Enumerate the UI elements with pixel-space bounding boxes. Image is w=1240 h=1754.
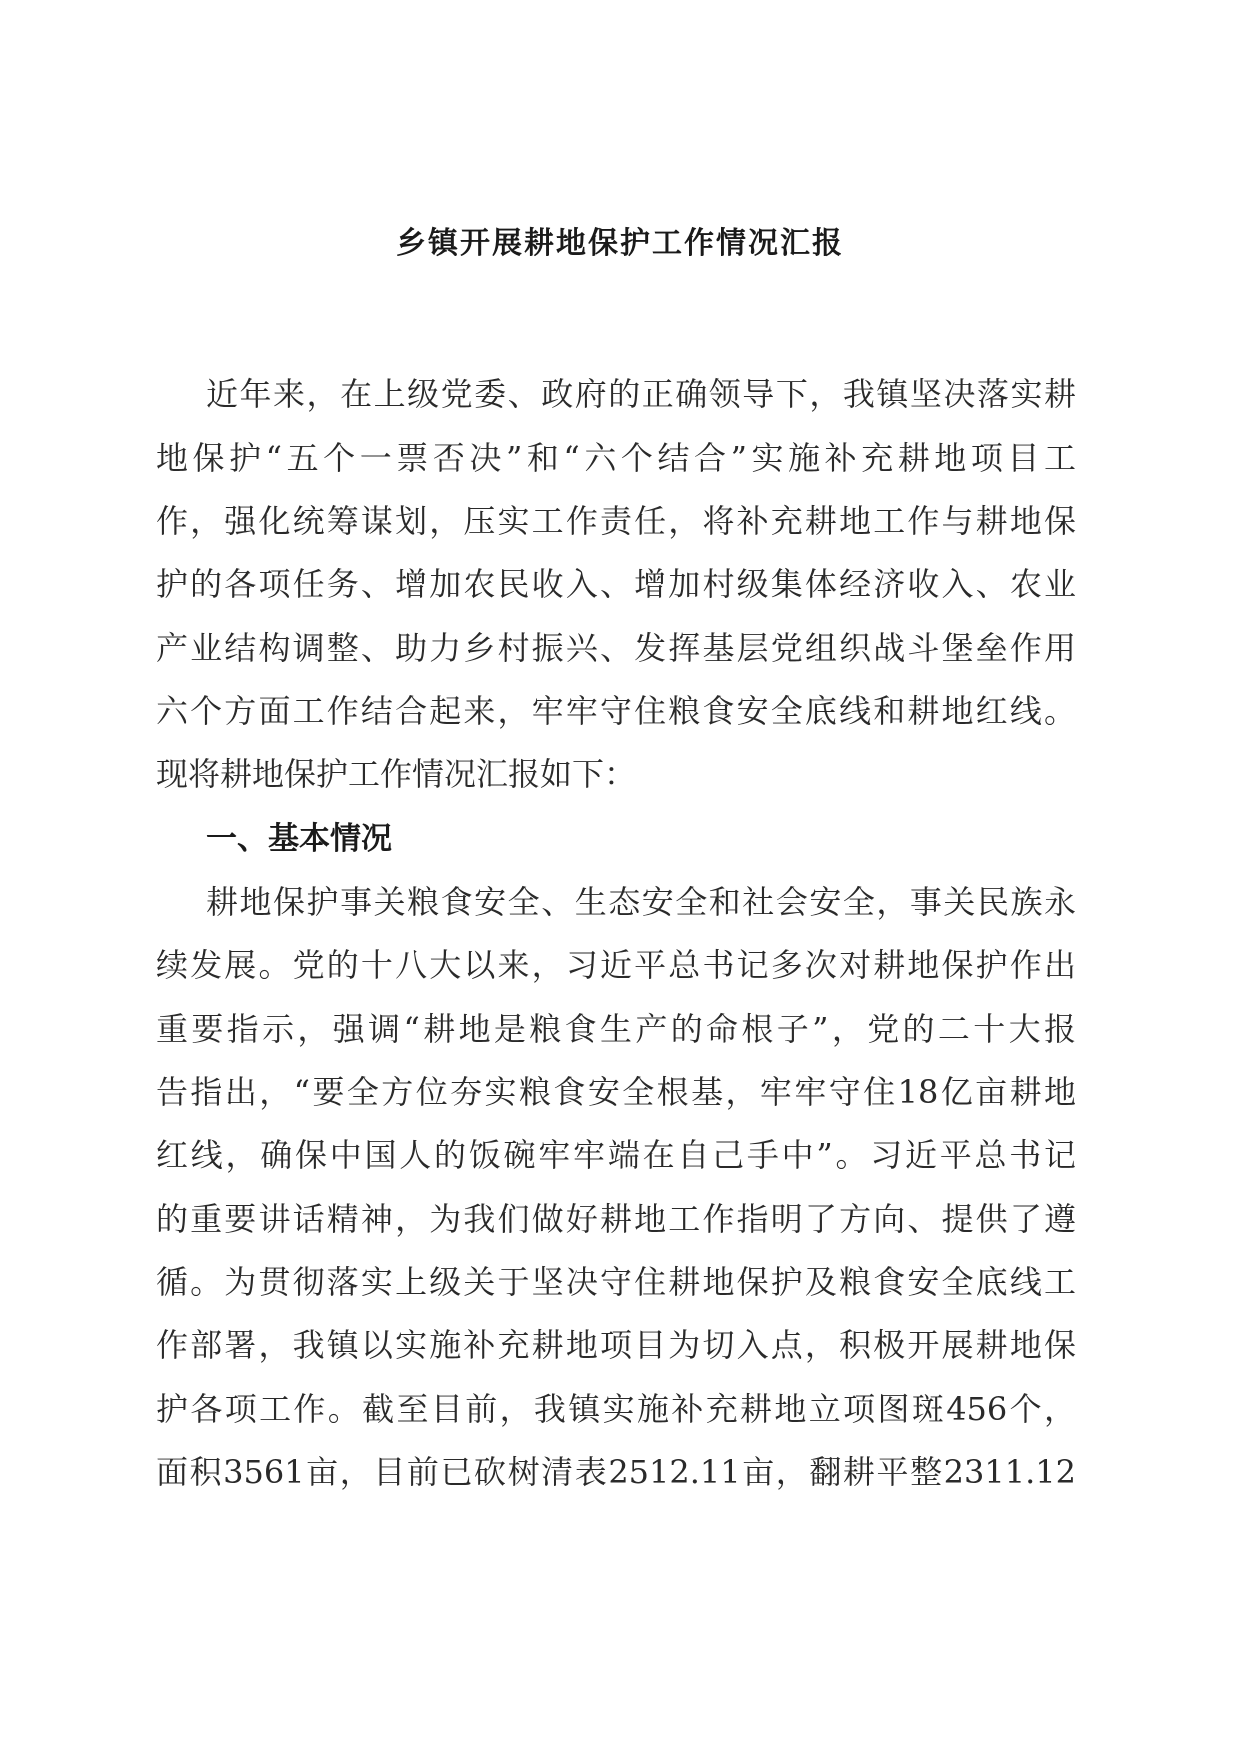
section1-line-7: 循。为贯彻落实上级关于坚决守住耕地保护及粮食安全底线工 [156,1263,1076,1301]
section1-line-5: 红线，确保中国人的饭碗牢牢端在自己手中”。习近平总书记 [156,1136,1076,1174]
document-title: 乡镇开展耕地保护工作情况汇报 [396,226,844,261]
section1-line-1: 耕地保护事关粮食安全、生态安全和社会安全，事关民族永 [206,883,1076,921]
intro-line-6: 六个方面工作结合起来，牢牢守住粮食安全底线和耕地红线。 [156,692,1076,730]
intro-line-1: 近年来，在上级党委、政府的正确领导下，我镇坚决落实耕 [206,375,1076,413]
section1-line-10: 面积3561亩，目前已砍树清表2512.11亩，翻耕平整2311.12 [156,1453,1076,1491]
section1-line-6: 的重要讲话精神，为我们做好耕地工作指明了方向、提供了遵 [156,1200,1076,1238]
intro-line-5: 产业结构调整、助力乡村振兴、发挥基层党组织战斗堡垒作用 [156,629,1076,667]
intro-line-4: 护的各项任务、增加农民收入、增加村级集体经济收入、农业 [156,565,1076,603]
section-heading-basic-situation: 一、基本情况 [206,821,392,857]
section1-line-8: 作部署，我镇以实施补充耕地项目为切入点，积极开展耕地保 [156,1326,1076,1364]
intro-line-2: 地保护“五个一票否决”和“六个结合”实施补充耕地项目工 [156,439,1076,477]
intro-line-3: 作，强化统筹谋划，压实工作责任，将补充耕地工作与耕地保 [156,502,1076,540]
section1-line-3: 重要指示，强调“耕地是粮食生产的命根子”，党的二十大报 [156,1010,1076,1048]
section1-line-4: 告指出，“要全方位夯实粮食安全根基，牢牢守住18亿亩耕地 [156,1073,1076,1111]
intro-line-7: 现将耕地保护工作情况汇报如下： [156,755,637,793]
section1-line-9: 护各项工作。截至目前，我镇实施补充耕地立项图斑456个， [156,1390,1076,1428]
section1-line-2: 续发展。党的十八大以来，习近平总书记多次对耕地保护作出 [156,946,1076,984]
